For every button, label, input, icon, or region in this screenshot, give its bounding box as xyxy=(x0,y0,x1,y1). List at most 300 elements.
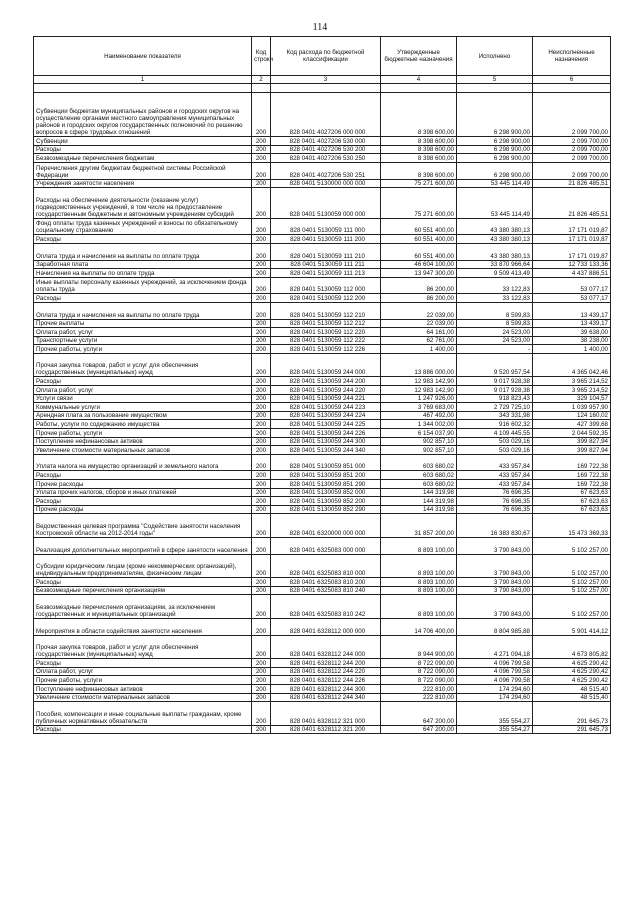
row-approved: 60 551 400,00 xyxy=(381,235,457,244)
row-line-code: 200 xyxy=(252,702,271,726)
row-approved: 902 857,10 xyxy=(381,437,457,446)
table-row xyxy=(34,537,611,554)
row-line-code: 200 xyxy=(252,154,271,163)
row-executed: 918 823,43 xyxy=(457,394,533,403)
row-approved: 222 810,00 xyxy=(381,693,457,702)
row-name: Поступление нефинансовых активов xyxy=(34,437,252,446)
table-row xyxy=(34,336,611,345)
table-row xyxy=(34,684,611,693)
row-kbk: 828 0401 5130059 244 225 xyxy=(271,420,381,429)
row-executed: 355 554,27 xyxy=(457,702,533,726)
row-kbk: 828 0401 6328112 244 200 xyxy=(271,659,381,668)
row-name: Увеличение стоимости материальных запасов xyxy=(34,693,252,702)
row-line-code: 200 xyxy=(252,454,271,471)
row-kbk: 828 0401 5130059 851 200 xyxy=(271,471,381,480)
row-kbk: 828 0401 5130059 852 290 xyxy=(271,505,381,514)
row-line-code: 200 xyxy=(252,336,271,345)
row-executed: 43 380 380,13 xyxy=(457,243,533,260)
row-approved: 1 344 002,00 xyxy=(381,420,457,429)
row-name: Пособия, компенсации и иные социальные выплаты гражданам, кроме публичных нормативных обязательств xyxy=(34,702,252,726)
row-name: Уплата налога на имущество организаций и земельного налога xyxy=(34,454,252,471)
row-kbk: 828 0401 6320000 000 000 xyxy=(271,514,381,538)
row-approved: 8 944 900,00 xyxy=(381,635,457,659)
row-approved: 1 400,00 xyxy=(381,345,457,354)
row-kbk: 828 0401 5130059 244 226 xyxy=(271,429,381,438)
table-body xyxy=(34,84,611,734)
row-name: Оплата работ, услуг xyxy=(34,667,252,676)
row-line-code: 200 xyxy=(252,684,271,693)
row-line-code: 200 xyxy=(252,693,271,702)
row-line-code: 200 xyxy=(252,537,271,554)
row-name: Прочие работы, услуги xyxy=(34,345,252,354)
row-approved xyxy=(381,84,457,93)
row-line-code: 200 xyxy=(252,554,271,578)
row-unexecuted: 67 623,63 xyxy=(533,497,611,506)
row-name: Расходы xyxy=(34,235,252,244)
column-index: 2 xyxy=(252,76,271,84)
row-kbk: 828 0401 5130059 112 226 xyxy=(271,345,381,354)
row-kbk: 828 0401 5130059 111 211 xyxy=(271,260,381,269)
row-kbk: 828 0401 5130059 111 210 xyxy=(271,243,381,260)
row-kbk: 828 0401 5130059 244 220 xyxy=(271,386,381,395)
row-executed: 503 029,16 xyxy=(457,437,533,446)
row-approved: 64 161,00 xyxy=(381,328,457,337)
row-executed: 76 696,35 xyxy=(457,505,533,514)
row-executed: 916 602,32 xyxy=(457,420,533,429)
row-unexecuted: 53 077,17 xyxy=(533,294,611,303)
row-kbk: 828 0401 5130059 111 000 xyxy=(271,218,381,235)
row-name: Расходы xyxy=(34,659,252,668)
table-row xyxy=(34,635,611,659)
row-executed: 8 599,83 xyxy=(457,302,533,319)
row-approved: 22 039,00 xyxy=(381,302,457,319)
row-executed: 24 523,00 xyxy=(457,328,533,337)
row-unexecuted: 48 515,40 xyxy=(533,693,611,702)
table-row xyxy=(34,277,611,294)
row-name: Прочая закупка товаров, работ и услуг для обеспечения государственных (муниципальных) нужд xyxy=(34,635,252,659)
row-line-code: 200 xyxy=(252,420,271,429)
row-line-code: 200 xyxy=(252,514,271,538)
row-executed: 53 445 114,49 xyxy=(457,179,533,188)
row-unexecuted: 169 722,38 xyxy=(533,480,611,489)
row-line-code: 200 xyxy=(252,294,271,303)
table-row xyxy=(34,162,611,179)
row-executed: 433 957,84 xyxy=(457,471,533,480)
row-kbk: 828 0401 5130059 112 222 xyxy=(271,336,381,345)
row-kbk: 828 0401 5130059 852 200 xyxy=(271,497,381,506)
table-row xyxy=(34,294,611,303)
row-kbk: 828 0401 5130059 112 200 xyxy=(271,294,381,303)
table-row xyxy=(34,446,611,455)
row-unexecuted: 4 625 290,42 xyxy=(533,659,611,668)
table-row xyxy=(34,411,611,420)
row-kbk: 828 0401 6325083 810 200 xyxy=(271,578,381,587)
row-approved: 8 398 600,00 xyxy=(381,92,457,137)
row-line-code: 200 xyxy=(252,635,271,659)
row-executed: 4 271 094,18 xyxy=(457,635,533,659)
row-unexecuted: 21 826 485,51 xyxy=(533,188,611,219)
row-unexecuted: 39 638,00 xyxy=(533,328,611,337)
row-executed: 4 109 445,55 xyxy=(457,429,533,438)
row-name: Расходы xyxy=(34,725,252,734)
row-unexecuted: 3 965 214,52 xyxy=(533,377,611,386)
row-unexecuted: 169 722,38 xyxy=(533,471,611,480)
row-executed: 76 696,35 xyxy=(457,488,533,497)
row-line-code xyxy=(252,84,271,93)
row-name: Оплата труда и начисления на выплаты по оплате труда xyxy=(34,302,252,319)
row-approved: 13 947 300,00 xyxy=(381,269,457,278)
row-kbk: 828 0401 5130059 000 000 xyxy=(271,188,381,219)
column-index: 4 xyxy=(381,76,457,84)
row-executed: 4 096 799,58 xyxy=(457,659,533,668)
row-name: Расходы xyxy=(34,294,252,303)
table-row xyxy=(34,586,611,595)
row-name: Мероприятия в области содействия занятости населения xyxy=(34,618,252,635)
row-unexecuted: 17 171 019,87 xyxy=(533,235,611,244)
row-unexecuted: 48 515,40 xyxy=(533,684,611,693)
row-kbk xyxy=(271,84,381,93)
row-name: Оплата работ, услуг xyxy=(34,328,252,337)
row-unexecuted: 2 099 700,00 xyxy=(533,154,611,163)
row-approved: 3 769 683,00 xyxy=(381,403,457,412)
row-line-code: 200 xyxy=(252,480,271,489)
row-name: Перечисления другим бюджетам бюджетной системы Российской Федерации xyxy=(34,162,252,179)
row-unexecuted: 2 099 700,00 xyxy=(533,92,611,137)
row-name: Арендная плата за пользование имуществом xyxy=(34,411,252,420)
row-name: Расходы xyxy=(34,145,252,154)
table-row xyxy=(34,218,611,235)
row-name: Прочие выплаты xyxy=(34,319,252,328)
row-executed xyxy=(457,84,533,93)
table-row xyxy=(34,676,611,685)
row-name: Безвозмездные перечисления организациям, за исключением государственных и муниципальных организаций xyxy=(34,595,252,619)
row-kbk: 828 0401 5130059 112 220 xyxy=(271,328,381,337)
row-line-code: 200 xyxy=(252,471,271,480)
row-unexecuted: 4 437 886,51 xyxy=(533,269,611,278)
row-kbk: 828 0401 5130059 244 200 xyxy=(271,377,381,386)
row-line-code: 200 xyxy=(252,586,271,595)
row-kbk: 828 0401 5130059 244 224 xyxy=(271,411,381,420)
table-row xyxy=(34,702,611,726)
row-line-code: 200 xyxy=(252,235,271,244)
row-kbk: 828 0401 6325083 000 000 xyxy=(271,537,381,554)
row-executed: 6 298 900,00 xyxy=(457,137,533,146)
row-line-code: 200 xyxy=(252,505,271,514)
row-unexecuted: 124 160,02 xyxy=(533,411,611,420)
row-executed: 4 096 799,58 xyxy=(457,676,533,685)
row-unexecuted: 291 645,73 xyxy=(533,725,611,734)
row-unexecuted: 5 102 257,00 xyxy=(533,586,611,595)
column-header-approved: Утвержденные бюджетные назначения xyxy=(381,37,457,76)
row-name: Прочие расходы xyxy=(34,505,252,514)
row-approved: 647 200,00 xyxy=(381,725,457,734)
table-row xyxy=(34,403,611,412)
row-kbk: 828 0401 6328112 244 220 xyxy=(271,667,381,676)
table-row xyxy=(34,235,611,244)
row-approved: 8 893 100,00 xyxy=(381,586,457,595)
row-line-code: 200 xyxy=(252,676,271,685)
row-line-code: 200 xyxy=(252,595,271,619)
row-executed: 9 017 928,38 xyxy=(457,377,533,386)
row-kbk: 828 0401 5130059 244 340 xyxy=(271,446,381,455)
row-kbk: 828 0401 6328112 321 200 xyxy=(271,725,381,734)
row-line-code: 200 xyxy=(252,188,271,219)
row-unexecuted: 291 645,73 xyxy=(533,702,611,726)
column-header-kbk: Код расхода по бюджетной классификации xyxy=(271,37,381,76)
row-approved: 8 893 100,00 xyxy=(381,595,457,619)
row-line-code: 200 xyxy=(252,243,271,260)
table-row xyxy=(34,514,611,538)
row-unexecuted: 4 365 042,46 xyxy=(533,353,611,377)
row-name: Субсидии юридическим лицам (кроме некоммерческих организаций), индивидуальным предпринимателям, физическим лицам xyxy=(34,554,252,578)
row-executed: 433 957,84 xyxy=(457,454,533,471)
row-kbk: 828 0401 5130059 852 000 xyxy=(271,488,381,497)
row-kbk: 828 0401 5130059 112 000 xyxy=(271,277,381,294)
row-approved: 75 271 600,00 xyxy=(381,179,457,188)
column-header-name: Наименование показателя xyxy=(34,37,252,76)
table-row xyxy=(34,84,611,93)
row-kbk: 828 0401 5130059 244 223 xyxy=(271,403,381,412)
table-row xyxy=(34,725,611,734)
table-row xyxy=(34,618,611,635)
row-name: Прочая закупка товаров, работ и услуг для обеспечения государственных (муниципальных) нужд xyxy=(34,353,252,377)
row-unexecuted: 2 044 592,35 xyxy=(533,429,611,438)
table-row xyxy=(34,693,611,702)
row-kbk: 828 0401 5130059 244 300 xyxy=(271,437,381,446)
row-executed: 24 523,00 xyxy=(457,336,533,345)
row-line-code: 200 xyxy=(252,137,271,146)
row-executed: 3 790 843,00 xyxy=(457,586,533,595)
row-approved: 8 893 100,00 xyxy=(381,537,457,554)
row-line-code: 200 xyxy=(252,345,271,354)
row-kbk: 828 0401 4027206 530 000 xyxy=(271,137,381,146)
row-unexecuted: 2 099 700,00 xyxy=(533,137,611,146)
row-executed: 6 298 900,00 xyxy=(457,145,533,154)
table-row xyxy=(34,328,611,337)
column-header-executed: Исполнено xyxy=(457,37,533,76)
row-approved: 647 200,00 xyxy=(381,702,457,726)
row-line-code: 200 xyxy=(252,269,271,278)
row-approved: 8 893 100,00 xyxy=(381,554,457,578)
row-executed: 8 804 985,88 xyxy=(457,618,533,635)
row-line-code: 200 xyxy=(252,353,271,377)
row-name: Начисления на выплаты по оплате труда xyxy=(34,269,252,278)
row-line-code: 200 xyxy=(252,578,271,587)
table-row xyxy=(34,471,611,480)
row-unexecuted: 169 722,38 xyxy=(533,454,611,471)
row-kbk: 828 0401 5130059 112 212 xyxy=(271,319,381,328)
row-unexecuted: 1 039 957,90 xyxy=(533,403,611,412)
row-unexecuted: 4 625 290,42 xyxy=(533,676,611,685)
row-name: Заработная плата xyxy=(34,260,252,269)
column-index: 3 xyxy=(271,76,381,84)
row-executed: 3 790 843,00 xyxy=(457,537,533,554)
row-name: Иные выплаты персоналу казенных учреждений, за исключением фонда оплаты труда xyxy=(34,277,252,294)
row-unexecuted: 15 473 369,33 xyxy=(533,514,611,538)
row-kbk: 828 0401 5130059 244 000 xyxy=(271,353,381,377)
row-executed: 9 509 413,49 xyxy=(457,269,533,278)
table-row xyxy=(34,353,611,377)
table-row xyxy=(34,260,611,269)
table-row xyxy=(34,497,611,506)
row-kbk: 828 0401 6325083 810 000 xyxy=(271,554,381,578)
table-row xyxy=(34,269,611,278)
row-line-code: 200 xyxy=(252,446,271,455)
row-executed: 174 294,60 xyxy=(457,693,533,702)
row-executed: 6 298 900,00 xyxy=(457,92,533,137)
row-approved: 1 247 926,00 xyxy=(381,394,457,403)
row-kbk: 828 0401 6328112 244 226 xyxy=(271,676,381,685)
row-approved: 8 722 090,00 xyxy=(381,667,457,676)
column-header-line-code: Код строки xyxy=(252,37,271,76)
row-executed: - xyxy=(457,345,533,354)
table-row xyxy=(34,420,611,429)
row-unexecuted: 67 623,63 xyxy=(533,505,611,514)
row-unexecuted: 5 102 257,00 xyxy=(533,554,611,578)
row-approved: 8 398 600,00 xyxy=(381,154,457,163)
row-executed: 3 790 843,00 xyxy=(457,595,533,619)
row-line-code: 200 xyxy=(252,260,271,269)
row-unexecuted: 3 965 214,52 xyxy=(533,386,611,395)
row-line-code: 200 xyxy=(252,659,271,668)
row-executed: 8 599,83 xyxy=(457,319,533,328)
row-approved: 14 706 400,00 xyxy=(381,618,457,635)
row-name: Транспортные услуги xyxy=(34,336,252,345)
row-name: Ведомственная целевая программа "Содействие занятости населения Костромской области на 2012-2014 годы" xyxy=(34,514,252,538)
row-kbk: 828 0401 6325083 810 242 xyxy=(271,595,381,619)
row-line-code: 200 xyxy=(252,497,271,506)
row-kbk: 828 0401 5130059 851 290 xyxy=(271,480,381,489)
row-name: Прочие работы, услуги xyxy=(34,676,252,685)
row-line-code: 200 xyxy=(252,429,271,438)
row-kbk: 828 0401 5130059 111 200 xyxy=(271,235,381,244)
table-row xyxy=(34,154,611,163)
table-row xyxy=(34,188,611,219)
row-approved: 46 604 100,00 xyxy=(381,260,457,269)
row-name: Уплата прочих налогов, сборов и иных платежей xyxy=(34,488,252,497)
row-name: Оплата работ, услуг xyxy=(34,386,252,395)
row-name: Расходы xyxy=(34,471,252,480)
table-row xyxy=(34,488,611,497)
row-name: Прочие работы, услуги xyxy=(34,429,252,438)
row-kbk: 828 0401 5130059 244 221 xyxy=(271,394,381,403)
row-name: Реализация дополнительных мероприятий в сфере занятости населения xyxy=(34,537,252,554)
row-line-code: 200 xyxy=(252,179,271,188)
table-row xyxy=(34,179,611,188)
row-unexecuted: 399 827,94 xyxy=(533,437,611,446)
row-executed: 9 017 928,38 xyxy=(457,386,533,395)
row-kbk: 828 0401 6325083 810 240 xyxy=(271,586,381,595)
row-executed: 4 096 799,58 xyxy=(457,667,533,676)
row-unexecuted: 17 171 019,87 xyxy=(533,218,611,235)
row-approved: 12 983 142,90 xyxy=(381,377,457,386)
row-executed: 174 294,60 xyxy=(457,684,533,693)
row-unexecuted: 38 238,00 xyxy=(533,336,611,345)
row-approved: 8 398 600,00 xyxy=(381,145,457,154)
row-unexecuted: 67 623,63 xyxy=(533,488,611,497)
table-row xyxy=(34,437,611,446)
table-row xyxy=(34,454,611,471)
row-name: Поступление нефинансовых активов xyxy=(34,684,252,693)
row-name xyxy=(34,84,252,93)
row-name: Расходы xyxy=(34,578,252,587)
row-executed: 16 383 830,67 xyxy=(457,514,533,538)
row-line-code: 200 xyxy=(252,218,271,235)
row-executed: 33 122,83 xyxy=(457,294,533,303)
row-unexecuted: 2 099 700,00 xyxy=(533,162,611,179)
row-name: Расходы xyxy=(34,497,252,506)
row-kbk: 828 0401 4027206 530 250 xyxy=(271,154,381,163)
row-executed: 43 380 380,13 xyxy=(457,235,533,244)
row-line-code: 200 xyxy=(252,394,271,403)
row-executed: 33 870 966,64 xyxy=(457,260,533,269)
table-row xyxy=(34,667,611,676)
row-kbk: 828 0401 6328112 244 000 xyxy=(271,635,381,659)
row-approved: 13 886 000,00 xyxy=(381,353,457,377)
table-row xyxy=(34,243,611,260)
row-name: Расходы на обеспечение деятельности (оказание услуг) подведомственных учреждений, в том числе на предоставление государственным бюджетным и автономным учреждениям субсидий xyxy=(34,188,252,219)
row-kbk: 828 0401 5130059 111 213 xyxy=(271,269,381,278)
table-row xyxy=(34,145,611,154)
row-approved: 86 200,00 xyxy=(381,277,457,294)
row-line-code: 200 xyxy=(252,411,271,420)
column-index: 5 xyxy=(457,76,533,84)
row-line-code: 200 xyxy=(252,403,271,412)
row-unexecuted: 5 102 257,00 xyxy=(533,578,611,587)
table-row xyxy=(34,659,611,668)
row-executed: 9 520 957,54 xyxy=(457,353,533,377)
row-line-code: 200 xyxy=(252,277,271,294)
row-kbk: 828 0401 6328112 000 000 xyxy=(271,618,381,635)
row-unexecuted: 21 826 485,51 xyxy=(533,179,611,188)
row-name: Учреждения занятости населения xyxy=(34,179,252,188)
row-unexecuted xyxy=(533,84,611,93)
row-unexecuted: 13 439,17 xyxy=(533,302,611,319)
row-kbk: 828 0401 5130000 000 000 xyxy=(271,179,381,188)
row-unexecuted: 399 827,94 xyxy=(533,446,611,455)
row-kbk: 828 0401 4027206 530 200 xyxy=(271,145,381,154)
column-index-row xyxy=(34,76,611,84)
row-name: Прочие расходы xyxy=(34,480,252,489)
table-row xyxy=(34,595,611,619)
table-row xyxy=(34,480,611,489)
row-approved: 603 680,02 xyxy=(381,454,457,471)
page-number: 114 xyxy=(312,22,328,33)
table-row xyxy=(34,394,611,403)
row-line-code: 200 xyxy=(252,319,271,328)
row-approved: 60 551 400,00 xyxy=(381,243,457,260)
row-approved: 144 319,98 xyxy=(381,505,457,514)
header-row xyxy=(34,37,611,76)
row-name: Услуги связи xyxy=(34,394,252,403)
row-line-code: 200 xyxy=(252,92,271,137)
row-unexecuted: 5 901 414,12 xyxy=(533,618,611,635)
row-unexecuted: 1 400,00 xyxy=(533,345,611,354)
row-unexecuted: 2 099 700,00 xyxy=(533,145,611,154)
row-executed: 503 029,16 xyxy=(457,446,533,455)
row-unexecuted: 17 171 019,87 xyxy=(533,243,611,260)
row-line-code: 200 xyxy=(252,437,271,446)
row-line-code: 200 xyxy=(252,488,271,497)
table-row xyxy=(34,505,611,514)
row-executed: 53 445 114,49 xyxy=(457,188,533,219)
row-line-code: 200 xyxy=(252,377,271,386)
row-unexecuted: 12 733 133,36 xyxy=(533,260,611,269)
row-unexecuted: 5 102 257,00 xyxy=(533,537,611,554)
row-name: Оплата труда и начисления на выплаты по оплате труда xyxy=(34,243,252,260)
table-row xyxy=(34,92,611,137)
row-approved: 8 893 100,00 xyxy=(381,578,457,587)
